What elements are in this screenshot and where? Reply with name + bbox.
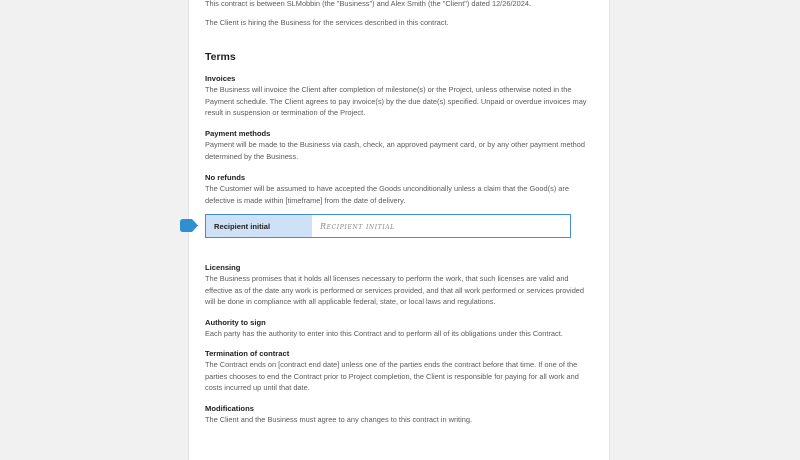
section-body: The Business promises that it holds all licenses necessary to perform the work, that such licenses are valid and effective as of the date any work is performed or services provided, and that all work performed or services provided will be done in compliance with all applicable federal, state, or local laws and regulations. — [205, 274, 585, 307]
recipient-initial-input[interactable] — [312, 215, 570, 237]
recipient-initial-label: Recipient initial — [206, 215, 312, 237]
section-payment-methods — [205, 128, 595, 162]
section-title: Termination of contract — [205, 349, 290, 358]
contract-parties-text: This contract is between SLMobbin (the "Business") and Alex Smith (the "Client") dated 12/26/2024. — [205, 0, 532, 8]
field-marker-tab-icon[interactable] — [180, 219, 198, 232]
section-modifications — [205, 403, 595, 426]
section-title: Modifications — [205, 404, 254, 413]
section-no-refunds — [205, 172, 595, 206]
contract-purpose-text: The Client is hiring the Business for the services described in this contract. — [205, 18, 449, 27]
section-title: Payment methods — [205, 129, 271, 138]
section-licensing — [205, 262, 595, 308]
contract-page — [188, 0, 610, 460]
section-body: Each party has the authority to enter into this Contract and to perform all of its obligations under this Contract. — [205, 329, 563, 338]
section-body: The Customer will be assumed to have accepted the Goods unconditionally unless a claim that the Good(s) are defective is made within [timeframe] from the date of delivery. — [205, 184, 569, 205]
recipient-initial-field[interactable] — [205, 214, 571, 238]
section-invoices — [205, 73, 595, 119]
section-body: The Contract ends on [contract end date] unless one of the parties ends the contract before that time. If one of the parties chooses to end the Contract prior to Project completion, the Client is responsible for paying for all work and costs incurred up until that date. — [205, 360, 579, 393]
section-body: The Client and the Business must agree to any changes to this contract in writing. — [205, 415, 473, 424]
section-title: Invoices — [205, 74, 236, 83]
section-termination — [205, 348, 595, 394]
section-body: The Business will invoice the Client after completion of milestone(s) or the Project, unless otherwise noted in the Payment schedule. The Client agrees to pay invoice(s) by the due date(s) specified. Unpaid or overdue invoices may result in suspension or termination of the Project. — [205, 85, 587, 118]
section-title: Licensing — [205, 263, 241, 272]
section-title: No refunds — [205, 173, 246, 182]
section-title: Authority to sign — [205, 318, 266, 327]
section-authority-to-sign — [205, 317, 595, 340]
terms-heading: Terms — [205, 51, 236, 63]
section-body: Payment will be made to the Business via cash, check, an approved payment card, or by any other payment method determined by the Business. — [205, 140, 586, 161]
